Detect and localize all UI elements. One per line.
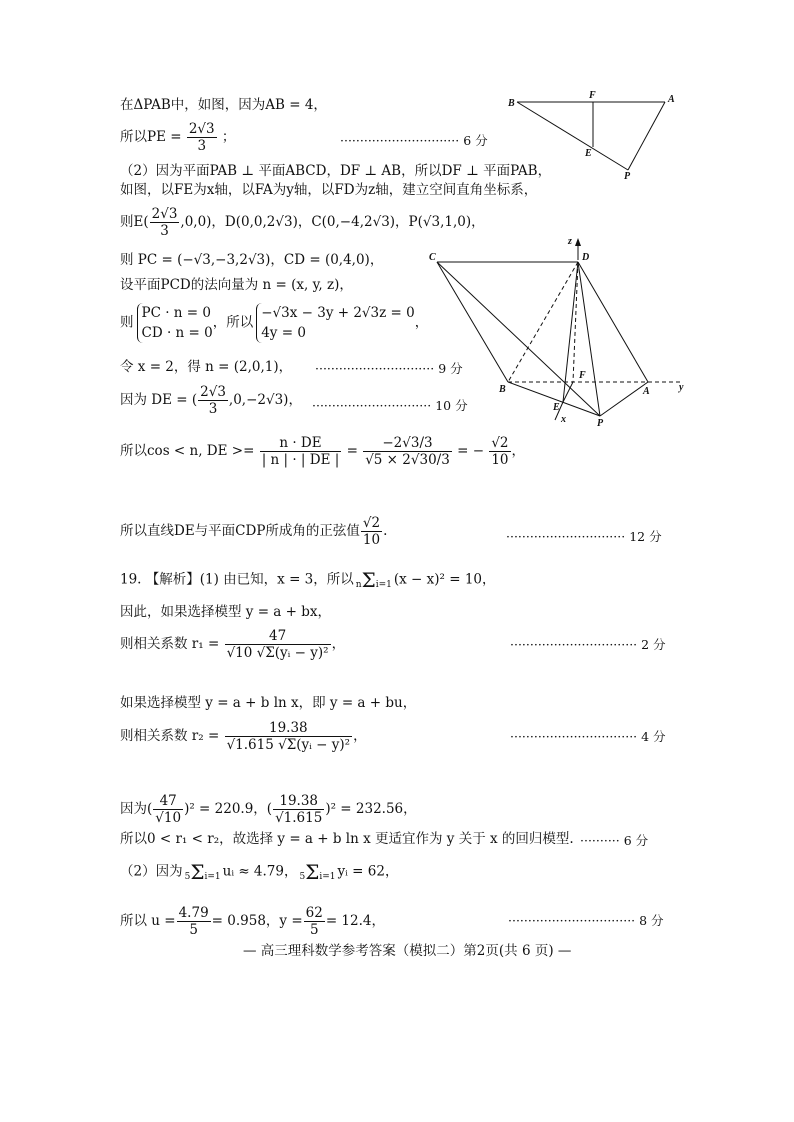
r2-fraction: $\frac{19.38}{\text{√1.615 √Σ(yᵢ − y)²}}$ xyxy=(226,720,351,753)
points-prefix: 则E( xyxy=(120,214,149,230)
pe-suffix: ； xyxy=(221,129,236,145)
cos-prefix: 所以cos < n, DE >= xyxy=(120,443,255,459)
score-4: ································ 4 分 xyxy=(510,729,666,744)
line-de xyxy=(120,384,302,417)
line-n-result: 令 x = 2，得 n = (2,0,1)， xyxy=(120,359,293,375)
compare-prefix: 因为( xyxy=(120,801,153,817)
e-fraction: $\frac{2√3}{3}$ xyxy=(151,206,178,239)
pe-fraction: $\frac{2√3}{3}$ xyxy=(188,121,215,154)
points-suffix: ,0,0)，D(0,0,2√3)，C(0,−4,2√3)，P(√3,1,0)， xyxy=(180,214,485,230)
score-2: ································ 2 分 xyxy=(510,637,666,652)
label-a: A xyxy=(668,94,675,105)
mean-y-fraction: $\frac{62}{5}$ xyxy=(305,905,323,938)
r2-suffix: ， xyxy=(353,728,367,744)
segment-ap xyxy=(628,102,665,170)
label-d: D xyxy=(582,252,590,263)
line-coords: 如图，以FE为x轴，以FA为y轴，以FD为z轴，建立空间直角坐标系， xyxy=(120,182,538,198)
label-e: E xyxy=(553,402,560,413)
sigma-n: nΣi=1 xyxy=(355,568,392,592)
sine-suffix: . xyxy=(383,523,388,539)
label-b: B xyxy=(508,98,515,109)
line-system xyxy=(120,303,428,343)
sums-prefix: （2）因为 xyxy=(120,863,183,880)
page-footer: — 高三理科数学参考答案（模拟二）第2页(共 6 页) — xyxy=(243,943,572,959)
means-suffix: = 12.4， xyxy=(325,913,385,929)
sine-prefix: 所以直线DE与平面CDP所成角的正弦值 xyxy=(120,523,360,539)
sum-y: yᵢ = 62， xyxy=(337,863,399,880)
cos-fraction-3: $\frac{√2}{10}$ xyxy=(491,435,509,468)
line-cos: 所以cos < n, DE >= $\frac{n \cdot DE}{| n | \cdot | DE |}$ = $\frac{-2√3/3}{√5 \times 2√30/3}$ = − $\frac{√2}{10}$ ， xyxy=(120,435,526,468)
system-mid: ，所以 xyxy=(212,314,254,331)
line-sine xyxy=(120,515,387,548)
system-prefix: 则 xyxy=(120,314,134,331)
de-suffix: ,0,−2√3)， xyxy=(228,392,302,408)
segment-ap xyxy=(600,382,648,416)
cos-result: = − xyxy=(457,443,485,459)
mean-u-fraction: $\frac{4.79}{5}$ xyxy=(178,905,209,938)
pe-prefix: 所以PE = xyxy=(120,129,182,145)
cos-fraction-2: $\frac{-2√3/3}{√5 \times 2√30/3}$ xyxy=(365,435,450,468)
line-vectors: 则 PC = (−√3,−3,2√3)，CD = (0,4,0)， xyxy=(120,252,384,268)
line-pe xyxy=(120,121,235,154)
line-compare xyxy=(120,793,417,826)
line-means xyxy=(120,905,385,938)
line-pab: 在ΔPAB中，如图，因为AB = 4， xyxy=(120,97,327,113)
r1-fraction: $\frac{47}{\text{√10 √Σ(yᵢ − y)²}}$ xyxy=(226,628,329,661)
r1-prefix: 则相关系数 r₁ = xyxy=(120,636,220,652)
line-r2 xyxy=(120,720,367,753)
line-points xyxy=(120,206,485,239)
system-suffix: ， xyxy=(414,314,429,331)
line-sums xyxy=(120,862,398,882)
means-mid: = 0.958，y = xyxy=(211,913,303,929)
label-x: x xyxy=(561,414,566,425)
label-e: E xyxy=(585,148,592,159)
system-2: −√3x − 3y + 2√3z = 0 4y = 0 xyxy=(256,303,415,343)
label-p: P xyxy=(597,418,604,429)
label-b: B xyxy=(499,384,506,395)
segment-bp xyxy=(517,102,628,170)
sigma-5-y: 5Σi=1 xyxy=(299,860,336,884)
line-planes: （2）因为平面PAB ⊥ 平面ABCD，DF ⊥ AB，所以DF ⊥ 平面PAB， xyxy=(120,163,552,179)
line-model-1: 因此，如果选择模型 y = a + bx， xyxy=(120,604,332,620)
line-conclusion: 所以0 < r₁ < r₂，故选择 y = a + b ln x 更适宜作为 y 关于 x 的回归模型. xyxy=(120,831,574,847)
r2-prefix: 则相关系数 r₂ = xyxy=(120,728,220,744)
de-prefix: 因为 DE = ( xyxy=(120,392,198,408)
label-f: F xyxy=(589,90,596,101)
cos-suffix: ， xyxy=(511,443,526,459)
label-f: F xyxy=(579,370,586,381)
label-y: y xyxy=(679,382,684,393)
score-6-a: ······························ 6 分 xyxy=(340,133,488,148)
sine-fraction: $\frac{√2}{10}$ xyxy=(362,515,381,548)
score-6-b: ·········· 6 分 xyxy=(580,833,649,848)
line-r1 xyxy=(120,628,345,661)
cos-fraction-1: $\frac{n \cdot DE}{| n | \cdot | DE |}$ xyxy=(261,435,340,468)
label-p: P xyxy=(624,171,631,182)
line-normal: 设平面PCD的法向量为 n = (x, y, z)， xyxy=(120,277,353,293)
system-1: PC · n = 0 CD · n = 0 xyxy=(137,303,213,343)
z-arrow xyxy=(575,238,581,246)
score-12: ······························ 12 分 xyxy=(506,529,662,544)
label-c: C xyxy=(429,252,436,263)
compare-suffix: )² = 232.56， xyxy=(325,801,417,817)
segment-da xyxy=(578,262,648,382)
segment-dp xyxy=(578,262,600,416)
sum-u: uᵢ ≈ 4.79， xyxy=(222,863,298,880)
segment-df xyxy=(573,262,578,382)
sigma-5-u: 5Σi=1 xyxy=(184,860,221,884)
compare-fraction-2: $\frac{19.38}{√1.615}$ xyxy=(275,793,323,826)
compare-fraction-1: $\frac{47}{√10}$ xyxy=(155,793,182,826)
compare-mid: )² = 220.9，( xyxy=(184,801,273,817)
q19-intro: 19. 【解析】(1) 由已知，x = 3，所以 xyxy=(120,571,354,588)
means-prefix: 所以 u = xyxy=(120,913,176,929)
label-z: z xyxy=(568,236,572,247)
r1-suffix: ， xyxy=(331,636,346,652)
de-fraction: $\frac{2√3}{3}$ xyxy=(200,384,226,417)
q19-sum: (x − x)² = 10， xyxy=(393,571,496,588)
score-9: ······························ 9 分 xyxy=(315,361,463,376)
score-8: ································ 8 分 xyxy=(508,913,664,928)
score-10: ······························ 10 分 xyxy=(312,398,468,413)
line-model-2: 如果选择模型 y = a + b ln x，即 y = a + bu， xyxy=(120,695,417,711)
label-a: A xyxy=(643,386,650,397)
line-q19 xyxy=(120,570,496,590)
